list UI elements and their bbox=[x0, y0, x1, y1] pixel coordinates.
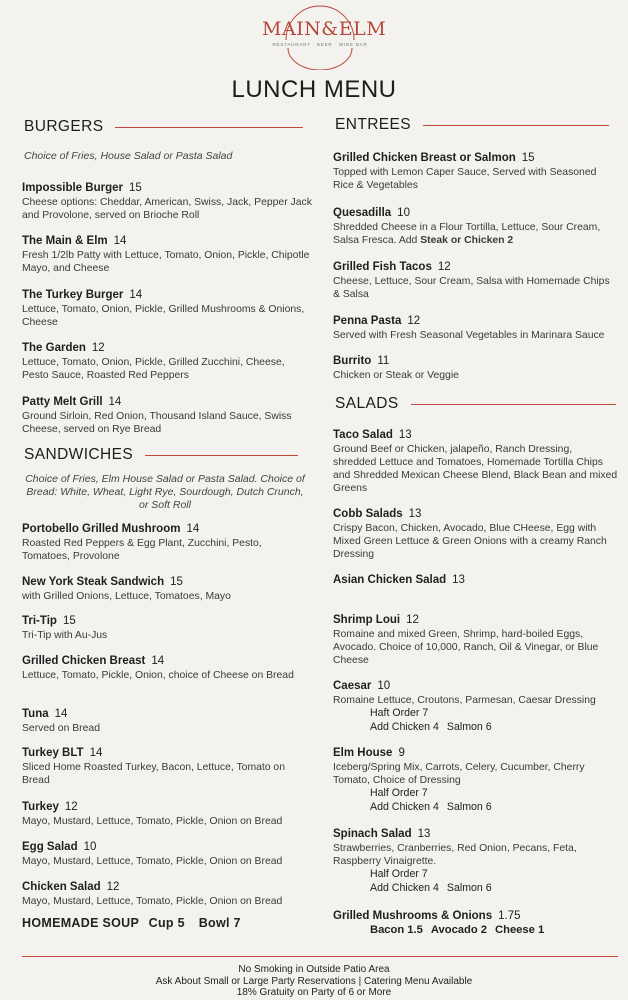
item-name: Turkey BLT bbox=[22, 747, 84, 759]
menu-item bbox=[333, 743, 618, 814]
item-description: with Grilled Onions, Lettuce, Tomatoes, Mayo bbox=[22, 591, 231, 602]
item-description: Sliced Home Roasted Turkey, Bacon, Lettuce, Tomato on Bread bbox=[22, 762, 285, 786]
item-price: 13 bbox=[398, 429, 412, 441]
entrees-divider bbox=[423, 125, 609, 126]
restaurant-logo bbox=[262, 4, 387, 70]
item-name: Taco Salad bbox=[333, 429, 393, 441]
add-protein-options bbox=[333, 801, 618, 815]
item-description-text: Shredded Cheese in a Flour Tortilla, Lettuce, Sour Cream, Salsa Fresca. Add bbox=[333, 222, 601, 246]
menu-item bbox=[22, 178, 312, 222]
item-name: Portobello Grilled Mushroom bbox=[22, 523, 181, 535]
extra-cheese: Cheese 1 bbox=[495, 924, 545, 936]
item-description: Strawberries, Cranberries, Red Onion, Pecans, Feta, Raspberry Vinaigrette. bbox=[333, 843, 577, 867]
menu-item bbox=[22, 704, 312, 735]
entrees-heading-text: ENTREES bbox=[335, 116, 412, 133]
item-description: Roasted Red Peppers & Egg Plant, Zucchini, Pesto, Tomatoes, Provolone bbox=[22, 538, 262, 562]
item-name: The Garden bbox=[22, 342, 86, 354]
item-price: 10 bbox=[83, 841, 97, 853]
menu-item bbox=[333, 425, 618, 495]
item-name: Grilled Chicken Breast bbox=[22, 655, 146, 667]
item-description bbox=[333, 221, 618, 247]
soup-name: HOMEMADE SOUP bbox=[22, 916, 139, 930]
item-name: Caesar bbox=[333, 680, 372, 692]
item-name: The Turkey Burger bbox=[22, 289, 124, 301]
item-description: Fresh 1/2lb Patty with Lettuce, Tomato, Onion, Pickle, Chipotle Mayo, and Cheese bbox=[22, 250, 310, 274]
item-description: Tri-Tip with Au-Jus bbox=[22, 630, 108, 641]
sandwiches-heading-text: SANDWICHES bbox=[24, 446, 134, 463]
item-price: 10 bbox=[377, 680, 391, 692]
logo-tagline: RESTAURANT · BEER · WINE BAR bbox=[272, 42, 368, 47]
item-description: Romaine Lettuce, Croutons, Parmesan, Caesar Dressing bbox=[333, 695, 596, 706]
menu-item bbox=[333, 504, 618, 561]
item-price: 11 bbox=[377, 355, 390, 367]
item-description: Romaine and mixed Green, Shrimp, hard-boiled Eggs, Avocado. Choice of 10,000, Ranch, Oil & Vinegar, or Blue Cheese bbox=[333, 629, 599, 666]
item-price: 14 bbox=[186, 523, 200, 535]
item-name: Asian Chicken Salad bbox=[333, 574, 447, 586]
menu-item bbox=[22, 837, 312, 868]
item-name: Penna Pasta bbox=[333, 315, 402, 327]
add-chicken-option: Add Chicken 4 bbox=[370, 720, 439, 733]
item-description: Topped with Lemon Caper Sauce, Served with Seasoned Rice & Vegetables bbox=[333, 167, 597, 191]
soup-line bbox=[22, 916, 312, 930]
item-name: Tuna bbox=[22, 708, 49, 720]
item-price: 15 bbox=[521, 152, 535, 164]
item-price: 14 bbox=[113, 235, 127, 247]
menu-item bbox=[22, 743, 312, 787]
item-price: 13 bbox=[408, 508, 422, 520]
item-name: The Main & Elm bbox=[22, 235, 108, 247]
menu-item bbox=[333, 351, 618, 382]
item-name: Turkey bbox=[22, 801, 59, 813]
item-description: Lettuce, Tomato, Pickle, Onion, choice of Cheese on Bread bbox=[22, 670, 294, 681]
sandwiches-heading bbox=[24, 446, 298, 464]
menu-item bbox=[22, 572, 312, 603]
add-protein-options bbox=[333, 721, 618, 735]
item-price: 12 bbox=[91, 342, 105, 354]
burgers-note: Choice of Fries, House Salad or Pasta Salad bbox=[24, 150, 233, 162]
salads-divider bbox=[411, 404, 616, 405]
item-description: Cheese options: Cheddar, American, Swiss, Jack, Pepper Jack and Provolone, served on Brioche Roll bbox=[22, 197, 312, 221]
menu-item bbox=[333, 824, 618, 895]
item-price: 14 bbox=[129, 289, 143, 301]
add-chicken-option: Add Chicken 4 bbox=[370, 881, 439, 894]
item-price: 14 bbox=[151, 655, 165, 667]
item-description: Chicken or Steak or Veggie bbox=[333, 370, 459, 381]
item-description: Iceberg/Spring Mix, Carrots, Celery, Cucumber, Cherry Tomato, Choice of Dressing bbox=[333, 762, 585, 786]
burgers-heading bbox=[24, 118, 303, 136]
item-description: Mayo, Mustard, Lettuce, Tomato, Pickle, Onion on Bread bbox=[22, 856, 283, 867]
item-price: 14 bbox=[108, 396, 122, 408]
item-name: Grilled Mushrooms & Onions bbox=[333, 910, 493, 922]
item-name: Spinach Salad bbox=[333, 828, 412, 840]
item-price: 15 bbox=[128, 182, 142, 194]
soup-cup-price: Cup 5 bbox=[148, 916, 185, 930]
menu-item bbox=[333, 311, 618, 342]
item-price: 12 bbox=[406, 614, 419, 626]
menu-item bbox=[333, 257, 618, 301]
extra-bacon: Bacon 1.5 bbox=[370, 924, 423, 936]
item-price: 14 bbox=[54, 708, 68, 720]
footer-line: Ask About Small or Large Party Reservations | Catering Menu Available bbox=[155, 975, 473, 987]
item-name: Quesadilla bbox=[333, 207, 392, 219]
item-price: 12 bbox=[64, 801, 78, 813]
item-description: Mayo, Mustard, Lettuce, Tomato, Pickle, Onion on Bread bbox=[22, 816, 283, 827]
extras-item bbox=[333, 906, 618, 938]
menu-item bbox=[333, 203, 618, 247]
menu-item bbox=[333, 610, 618, 667]
footer bbox=[0, 964, 628, 999]
menu-item bbox=[22, 797, 312, 828]
item-price: 12 bbox=[407, 315, 421, 327]
item-name: Tri-Tip bbox=[22, 615, 57, 627]
half-order-option: Half Order 7 bbox=[370, 787, 428, 799]
item-add-on: Steak or Chicken 2 bbox=[420, 235, 514, 246]
item-name: Burrito bbox=[333, 355, 372, 367]
item-description: Ground Sirloin, Red Onion, Thousand Island Sauce, Swiss Cheese, served on Rye Bread bbox=[22, 411, 292, 435]
item-description: Ground Beef or Chicken, jalapeño, Ranch Dressing, shredded Lettuce and Tomatoes, Homemade Tortilla Chips and Shredded Mexican Cheese Blend, Black Bean and mixed Greens bbox=[333, 444, 618, 494]
item-price: 15 bbox=[62, 615, 76, 627]
item-price: 13 bbox=[417, 828, 431, 840]
footer-line: 18% Gratuity on Party of 6 or More bbox=[236, 987, 392, 998]
sandwiches-note: Choice of Fries, Elm House Salad or Pasta Salad. Choice of Bread: White, Wheat, Light Rye, Sourdough, Dutch Crunch, or Soft Roll bbox=[25, 473, 305, 511]
item-name: Impossible Burger bbox=[22, 182, 123, 194]
salads-heading bbox=[335, 395, 616, 413]
extras-list bbox=[333, 924, 618, 938]
item-name: Grilled Chicken Breast or Salmon bbox=[333, 152, 516, 164]
add-protein-options bbox=[333, 882, 618, 896]
entrees-heading bbox=[335, 116, 609, 134]
item-price: 12 bbox=[437, 261, 451, 273]
soup-bowl-price: Bowl 7 bbox=[198, 916, 241, 930]
item-price: 10 bbox=[397, 207, 410, 219]
menu-item bbox=[22, 611, 312, 642]
item-description: Served on Bread bbox=[22, 723, 100, 734]
menu-item bbox=[333, 570, 618, 588]
menu-item bbox=[22, 285, 312, 329]
add-salmon-option: Salmon 6 bbox=[446, 720, 492, 733]
menu-item bbox=[333, 148, 618, 192]
menu-item bbox=[22, 877, 312, 908]
item-price: 14 bbox=[89, 747, 103, 759]
item-description: Lettuce, Tomato, Onion, Pickle, Grilled Zucchini, Cheese, Pesto Sauce, Roasted Red Peppers bbox=[22, 357, 285, 381]
item-price: 1.75 bbox=[498, 910, 521, 922]
item-name: Cobb Salads bbox=[333, 508, 403, 520]
item-description: Served with Fresh Seasonal Vegetables in Marinara Sauce bbox=[333, 330, 605, 341]
item-name: Grilled Fish Tacos bbox=[333, 261, 432, 273]
menu-item bbox=[22, 338, 312, 382]
item-price: 15 bbox=[170, 576, 183, 588]
add-salmon-option: Salmon 6 bbox=[446, 881, 492, 894]
item-name: New York Steak Sandwich bbox=[22, 576, 165, 588]
item-name: Shrimp Loui bbox=[333, 614, 401, 626]
item-description: Cheese, Lettuce, Sour Cream, Salsa with Homemade Chips & Salsa bbox=[333, 276, 610, 300]
half-order-option: Haft Order 7 bbox=[370, 707, 429, 719]
menu-item bbox=[22, 651, 312, 682]
item-description: Crispy Bacon, Chicken, Avocado, Blue CHeese, Egg with Mixed Green Lettuce & Green Onions with a creamy Ranch Dressing bbox=[333, 523, 607, 560]
item-price: 9 bbox=[398, 747, 405, 759]
item-name: Chicken Salad bbox=[22, 881, 101, 893]
menu-item bbox=[22, 392, 312, 436]
menu-item bbox=[22, 231, 312, 275]
item-name: Patty Melt Grill bbox=[22, 396, 103, 408]
footer-line: No Smoking in Outside Patio Area bbox=[238, 964, 390, 975]
menu-item bbox=[333, 676, 618, 734]
burgers-heading-text: BURGERS bbox=[24, 118, 104, 135]
item-price: 13 bbox=[452, 574, 465, 586]
footer-divider bbox=[22, 956, 618, 957]
half-order-option: Half Order 7 bbox=[370, 868, 428, 880]
item-description: Lettuce, Tomato, Onion, Pickle, Grilled Mushrooms & Onions, Cheese bbox=[22, 304, 305, 328]
menu-title: LUNCH MENU bbox=[231, 76, 397, 103]
item-name: Egg Salad bbox=[22, 841, 78, 853]
burgers-divider bbox=[115, 127, 303, 128]
logo-name: MAIN&ELM bbox=[262, 18, 387, 40]
sandwiches-divider bbox=[145, 455, 298, 456]
item-name: Elm House bbox=[333, 747, 393, 759]
item-price: 12 bbox=[106, 881, 120, 893]
add-salmon-option: Salmon 6 bbox=[446, 800, 492, 813]
add-chicken-option: Add Chicken 4 bbox=[370, 800, 439, 813]
menu-item bbox=[22, 519, 312, 563]
item-description: Mayo, Mustard, Lettuce, Tomato, Pickle, Onion on Bread bbox=[22, 896, 283, 907]
extra-avocado: Avocado 2 bbox=[430, 924, 488, 936]
salads-heading-text: SALADS bbox=[335, 395, 399, 412]
